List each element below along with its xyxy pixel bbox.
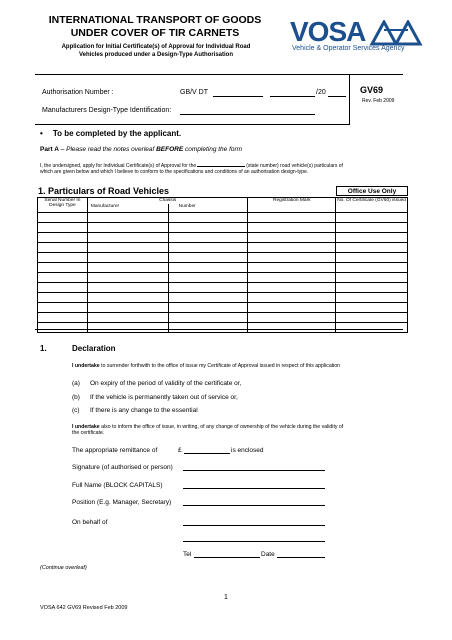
- table-cell[interactable]: [87, 283, 168, 293]
- table-cell[interactable]: [87, 273, 168, 283]
- table-cell[interactable]: [168, 323, 248, 333]
- gb-number-field-2[interactable]: [270, 89, 315, 97]
- title-line-1: INTERNATIONAL TRANSPORT OF GOODS: [48, 14, 262, 26]
- col-serial-header: Serial Number In Design Type: [38, 198, 88, 213]
- table-cell[interactable]: [38, 323, 88, 333]
- table-cell[interactable]: [336, 243, 408, 253]
- table-cell[interactable]: [248, 213, 336, 223]
- year-label: /20: [316, 89, 326, 96]
- table-cell[interactable]: [87, 243, 168, 253]
- table-cell[interactable]: [168, 243, 248, 253]
- intro-text: I, the undersigned, apply for Individual Certificate(s) of Approval for the (state number) road vehicle(s) particulars of which are given below and which I believe to conform to the specifications and conditions of an authorisation design-type.: [40, 163, 343, 175]
- table-cell[interactable]: [336, 263, 408, 273]
- tel-field[interactable]: [194, 550, 260, 558]
- applicant-bullet: • To be completed by the applicant.: [40, 129, 182, 138]
- table-cell[interactable]: [168, 273, 248, 283]
- table-cell[interactable]: [248, 263, 336, 273]
- table-cell[interactable]: [38, 243, 88, 253]
- pound-sign: £: [178, 447, 182, 454]
- remittance-field[interactable]: [184, 446, 230, 454]
- table-cell[interactable]: [336, 223, 408, 233]
- position-label: Position (E.g. Manager, Secretary): [72, 499, 172, 506]
- table-cell[interactable]: [38, 283, 88, 293]
- design-type-label: Manufacturers Design-Type Identification:: [42, 107, 172, 114]
- table-cell[interactable]: [336, 313, 408, 323]
- table-cell[interactable]: [168, 283, 248, 293]
- authorisation-number-label: Authorisation Number :: [42, 89, 114, 96]
- table-cell[interactable]: [87, 253, 168, 263]
- vosa-logo: VOSA: [290, 16, 366, 47]
- item-marker-b: (b): [72, 394, 80, 401]
- authorisation-bottom-rule: [35, 124, 350, 125]
- item-marker-a: (a): [72, 380, 80, 387]
- col-certificate-header: No. Of Certificate (GV60) issued: [336, 198, 408, 213]
- subtitle-line-2: Vehicles produced under a Design-Type Authorisation: [78, 52, 234, 58]
- table-cell[interactable]: [168, 253, 248, 263]
- vehicle-count-field[interactable]: [197, 162, 245, 167]
- item-text-b: If the vehicle is permanently taken out of service or,: [90, 394, 238, 401]
- table-cell[interactable]: [248, 233, 336, 243]
- undertake-inform: I undertake also to inform the office of issue, in writing, of any change of ownership of the vehicle during the validity of the certificate.: [72, 424, 344, 436]
- design-type-field[interactable]: [180, 107, 315, 115]
- logo-triangles-icon: [368, 20, 430, 46]
- gb-label: GB/V DT: [180, 89, 209, 96]
- form-subtitle: [36, 43, 276, 59]
- fullname-field[interactable]: [183, 481, 325, 489]
- table-cell[interactable]: [336, 273, 408, 283]
- position-field[interactable]: [183, 498, 325, 506]
- table-cell[interactable]: [168, 223, 248, 233]
- form-reference: VOSA 642 GV69 Revised Feb 2009: [40, 605, 128, 611]
- table-cell[interactable]: [168, 293, 248, 303]
- form-title: [40, 14, 270, 40]
- table-cell[interactable]: [87, 293, 168, 303]
- table-cell[interactable]: [248, 273, 336, 283]
- undertake-surrender: I undertake to surrender forthwith to the office of issue my Certificate of Approval issued in respect of this application: [72, 363, 341, 369]
- page-number: 1: [224, 594, 228, 601]
- table-cell[interactable]: [168, 263, 248, 273]
- date-field[interactable]: [277, 550, 325, 558]
- subtitle-line-1: Application for Initial Certificate(s) of Approval for Individual Road: [61, 44, 251, 50]
- table-cell[interactable]: [248, 223, 336, 233]
- revision-date: Rev. Feb 2009: [362, 98, 395, 104]
- table-cell[interactable]: [248, 253, 336, 263]
- year-field[interactable]: [328, 89, 346, 97]
- table-cell[interactable]: [336, 213, 408, 223]
- table-cell[interactable]: [87, 223, 168, 233]
- behalf-field-1[interactable]: [183, 518, 325, 526]
- item-marker-c: (c): [72, 407, 80, 414]
- table-cell[interactable]: [87, 323, 168, 333]
- signature-field[interactable]: [183, 463, 325, 471]
- table-cell[interactable]: [168, 313, 248, 323]
- form-code: GV69: [360, 85, 384, 95]
- col-registration-header: Registration Mark: [248, 198, 336, 213]
- enclosed-label: is enclosed: [231, 447, 264, 454]
- gb-number-field[interactable]: [213, 89, 263, 97]
- table-cell[interactable]: [336, 283, 408, 293]
- table-cell[interactable]: [168, 303, 248, 313]
- table-cell[interactable]: [87, 263, 168, 273]
- particulars-heading: 1. Particulars of Road Vehicles: [38, 186, 170, 196]
- office-use-label: Office Use Only: [336, 186, 408, 196]
- table-cell[interactable]: [38, 313, 88, 323]
- table-cell[interactable]: [87, 313, 168, 323]
- remittance-label: The appropriate remittance of: [72, 447, 158, 454]
- table-cell[interactable]: [38, 293, 88, 303]
- behalf-field-2[interactable]: [183, 534, 325, 542]
- logo-tagline: Vehicle & Operator Services Agency: [292, 45, 405, 52]
- declaration-number: 1.: [40, 344, 47, 353]
- signature-label: Signature (of authorised or person): [72, 464, 173, 471]
- table-cell[interactable]: [336, 293, 408, 303]
- col-chassis-header: Chassis: [87, 198, 248, 204]
- date-label: Date: [261, 551, 275, 558]
- vehicle-table: [37, 197, 408, 333]
- table-cell[interactable]: [168, 213, 248, 223]
- table-cell[interactable]: [87, 233, 168, 243]
- table-cell[interactable]: [38, 233, 88, 243]
- fullname-label: Full Name (BLOCK CAPITALS): [72, 482, 163, 489]
- col-number-header: Number: [168, 204, 248, 213]
- table-cell[interactable]: [336, 253, 408, 263]
- table-cell[interactable]: [336, 323, 408, 333]
- tel-label: Tel: [183, 551, 192, 558]
- table-cell[interactable]: [248, 243, 336, 253]
- authorisation-box: [35, 74, 350, 124]
- continue-note: (Continue overleaf): [40, 565, 87, 571]
- table-cell[interactable]: [248, 283, 336, 293]
- table-cell[interactable]: [38, 263, 88, 273]
- table-cell[interactable]: [248, 293, 336, 303]
- item-text-c: If there is any change to the essential: [90, 407, 198, 414]
- section-divider: [35, 329, 403, 330]
- table-cell[interactable]: [38, 253, 88, 263]
- table-cell[interactable]: [248, 313, 336, 323]
- table-cell[interactable]: [38, 213, 88, 223]
- table-cell[interactable]: [87, 213, 168, 223]
- table-cell[interactable]: [38, 273, 88, 283]
- table-cell[interactable]: [248, 323, 336, 333]
- table-cell[interactable]: [336, 233, 408, 243]
- table-cell[interactable]: [336, 303, 408, 313]
- table-cell[interactable]: [168, 233, 248, 243]
- title-line-2: UNDER COVER OF TIR CARNETS: [70, 27, 240, 39]
- col-manufacturer-header: Manufacturer: [87, 204, 168, 213]
- table-cell[interactable]: [38, 223, 88, 233]
- declaration-heading: Declaration: [72, 344, 116, 353]
- item-text-a: On expiry of the period of validity of the certificate or,: [90, 380, 242, 387]
- behalf-label: On behalf of: [72, 519, 108, 526]
- table-cell[interactable]: [87, 303, 168, 313]
- table-cell[interactable]: [38, 303, 88, 313]
- part-a-instruction: Part A – Please read the notes overleaf BEFORE completing the form: [40, 146, 243, 153]
- table-cell[interactable]: [248, 303, 336, 313]
